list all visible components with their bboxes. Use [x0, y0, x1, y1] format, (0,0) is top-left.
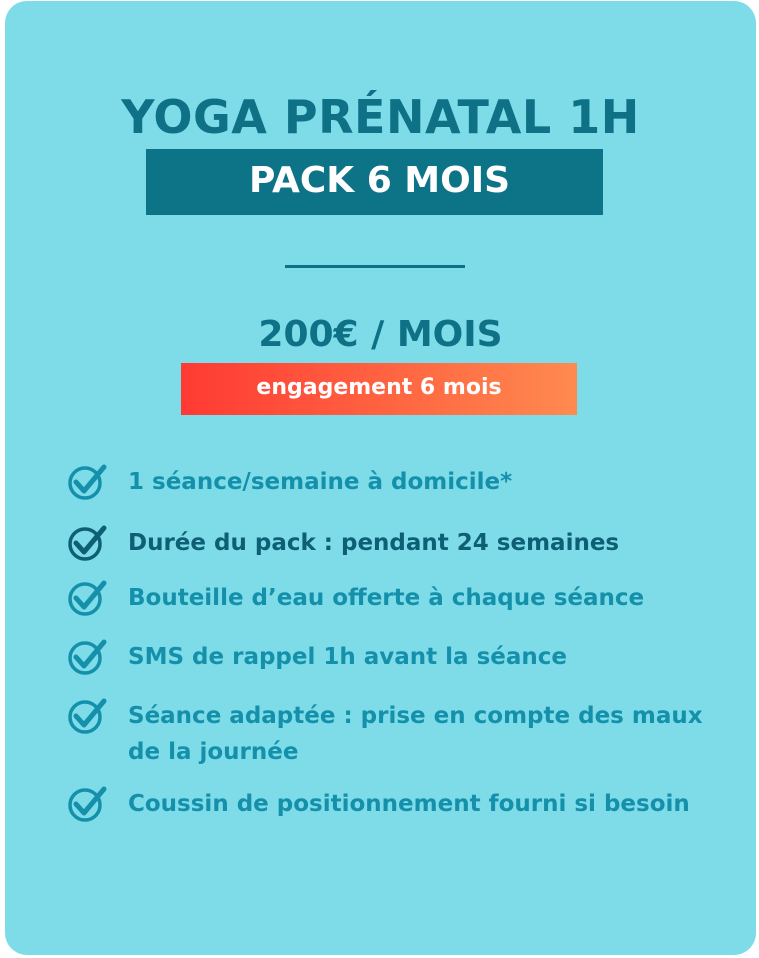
divider — [285, 265, 465, 268]
feature-text: Coussin de positionnement fourni si besoin — [128, 791, 690, 817]
check-circle-icon — [67, 522, 107, 562]
feature-text: Durée du pack : pendant 24 semaines — [128, 530, 620, 556]
feature-item — [67, 695, 717, 770]
check-circle-icon — [67, 461, 107, 501]
feature-text: SMS de rappel 1h avant la séance — [128, 644, 567, 670]
engagement-badge: engagement 6 mois — [181, 363, 577, 415]
price: 200€ / MOIS — [258, 314, 503, 355]
card-title: YOGA PRÉNATAL 1H — [121, 90, 640, 144]
check-circle-icon — [67, 783, 107, 823]
pricing-card — [5, 1, 756, 955]
feature-item — [67, 636, 717, 676]
feature-text: Séance adaptée : prise en compte des maux de la journée — [128, 703, 703, 765]
feature-text: 1 séance/semaine à domicile* — [128, 469, 513, 495]
feature-item — [67, 461, 717, 501]
check-circle-icon — [67, 636, 107, 676]
check-circle-icon — [67, 695, 107, 735]
feature-text: Bouteille d’eau offerte à chaque séance — [128, 585, 645, 611]
feature-item — [67, 783, 717, 823]
feature-item — [67, 522, 717, 562]
pack-banner: PACK 6 MOIS — [146, 149, 603, 215]
check-circle-icon — [67, 577, 107, 617]
feature-item — [67, 577, 717, 617]
